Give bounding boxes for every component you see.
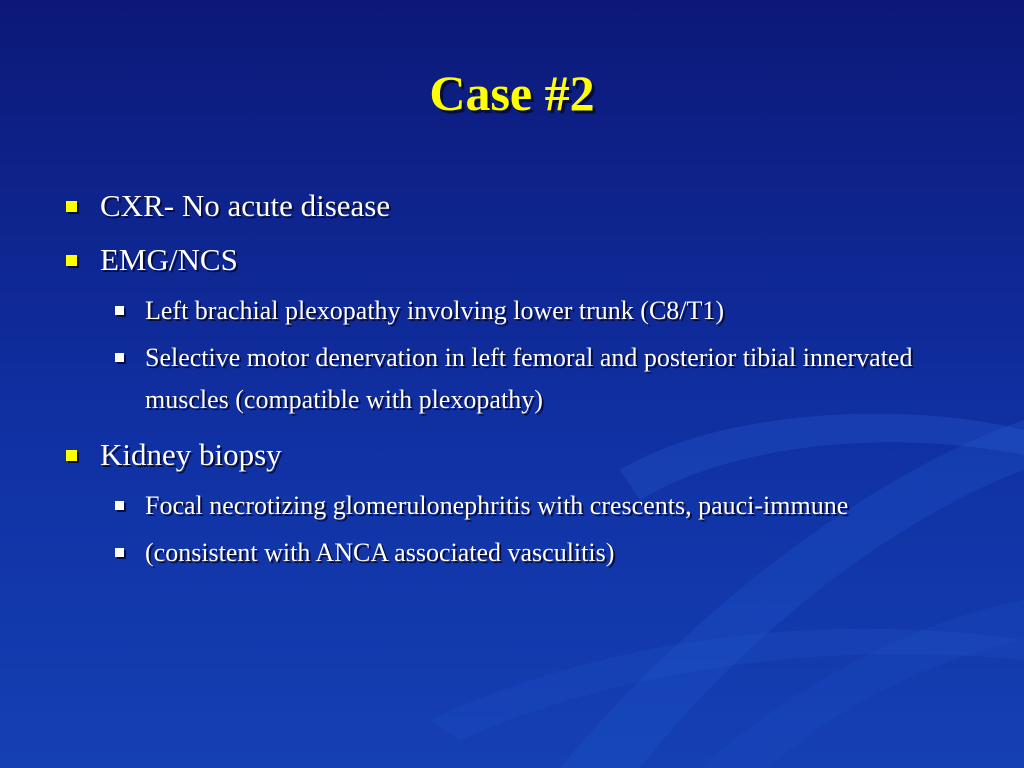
sub-bullet-list [112, 290, 962, 421]
sub-bullet-text: Selective motor denervation in left femoral and posterior tibial innervated muscles (compatible with plexopathy) [145, 343, 913, 414]
bullet-text: EMG/NCS [100, 242, 238, 277]
square-bullet-icon [115, 353, 124, 362]
bullet-item-emg-ncs [62, 240, 962, 280]
bullet-text: Kidney biopsy [100, 437, 282, 472]
sub-bullet-text: Focal necrotizing glomerulonephritis with crescents, pauci-immune [145, 491, 849, 520]
square-bullet-icon [115, 306, 124, 315]
sub-bullet-list [112, 485, 962, 574]
square-bullet-icon [115, 501, 124, 510]
square-bullet-icon [115, 548, 124, 557]
sub-bullet-item [112, 290, 925, 332]
bullet-text: CXR- No acute disease [100, 188, 391, 223]
bullet-item-kidney-biopsy [62, 435, 962, 475]
sub-bullet-item [112, 485, 925, 527]
square-bullet-icon [66, 255, 77, 266]
sub-bullet-item [112, 337, 925, 421]
square-bullet-icon [66, 450, 77, 461]
slide-title: Case #2 [429, 65, 595, 121]
sub-bullet-item [112, 532, 925, 574]
sub-bullet-text: Left brachial plexopathy involving lower trunk (C8/T1) [145, 296, 725, 325]
sub-bullet-text: (consistent with ANCA associated vasculitis) [145, 538, 615, 567]
bullet-item-cxr [62, 186, 962, 226]
square-bullet-icon [66, 201, 77, 212]
bullet-list [62, 186, 962, 588]
